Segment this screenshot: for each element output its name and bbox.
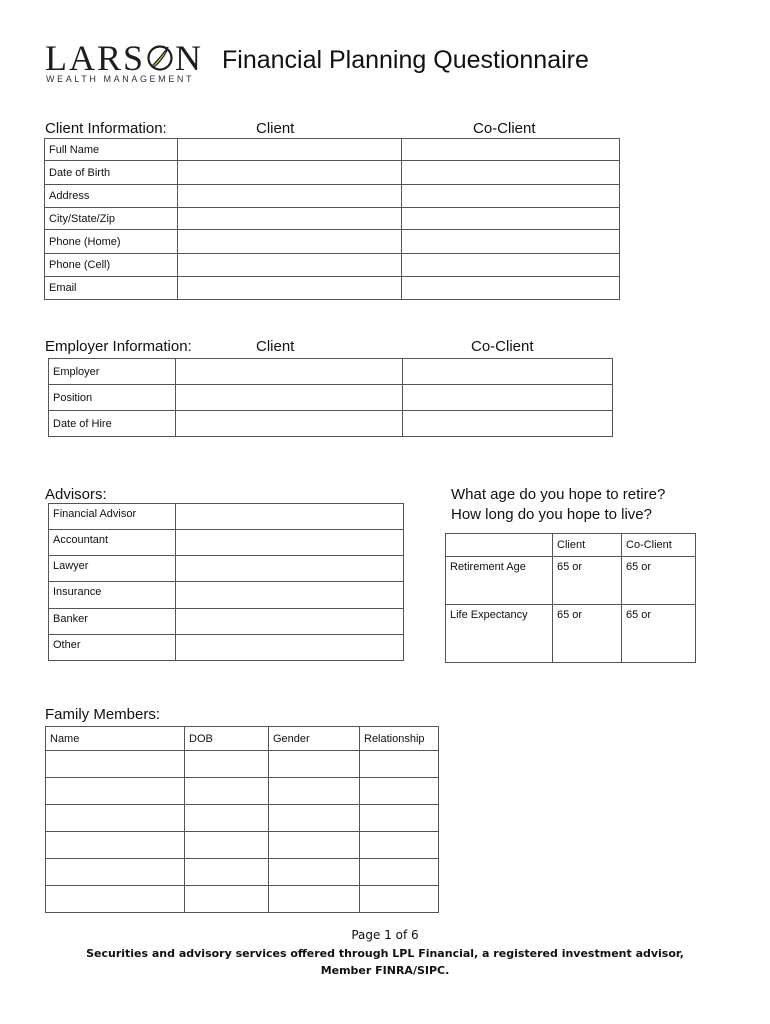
family-dob-field[interactable]: [185, 886, 269, 913]
advisor-field[interactable]: [176, 609, 404, 635]
client-info-col-coclient: Co-Client: [473, 120, 536, 137]
table-row: [46, 832, 439, 859]
logo-text-start: LARS: [45, 38, 146, 78]
table-row: [49, 609, 404, 635]
family-col-gender: Gender: [269, 727, 360, 751]
family-dob-field[interactable]: [185, 751, 269, 778]
family-name-field[interactable]: [46, 832, 185, 859]
table-row: [49, 582, 404, 609]
coclient-field[interactable]: [402, 161, 620, 185]
table-row: [45, 230, 620, 254]
family-dob-field[interactable]: [185, 778, 269, 805]
advisor-field[interactable]: [176, 635, 404, 661]
advisor-label: Lawyer: [49, 556, 176, 582]
family-dob-field[interactable]: [185, 805, 269, 832]
family-gender-field[interactable]: [269, 886, 360, 913]
retirement-header-blank: [446, 534, 553, 557]
coclient-field[interactable]: [402, 185, 620, 208]
client-field[interactable]: [178, 139, 402, 161]
retirement-col-client: Client: [553, 534, 622, 557]
family-name-field[interactable]: [46, 886, 185, 913]
table-row: [49, 385, 613, 411]
life-expectancy-coclient-field[interactable]: 65 or: [622, 605, 696, 663]
client-field[interactable]: [178, 254, 402, 277]
advisor-label: Financial Advisor: [49, 504, 176, 530]
family-relationship-field[interactable]: [360, 832, 439, 859]
table-row: [49, 359, 613, 385]
coclient-field[interactable]: [403, 359, 613, 385]
family-col-dob: DOB: [185, 727, 269, 751]
table-row: [46, 805, 439, 832]
page-number: Page 1 of 6: [351, 928, 419, 942]
field-label: Phone (Home): [45, 230, 178, 254]
table-row: [46, 859, 439, 886]
client-field[interactable]: [178, 161, 402, 185]
advisors-label: Advisors:: [45, 486, 107, 503]
family-members-table: [45, 726, 439, 913]
family-relationship-field[interactable]: [360, 886, 439, 913]
retirement-age-coclient-field[interactable]: 65 or: [622, 557, 696, 605]
field-label: Employer: [49, 359, 176, 385]
table-row: [45, 185, 620, 208]
family-dob-field[interactable]: [185, 859, 269, 886]
family-gender-field[interactable]: [269, 805, 360, 832]
family-relationship-field[interactable]: [360, 751, 439, 778]
field-label: Address: [45, 185, 178, 208]
field-label: Phone (Cell): [45, 254, 178, 277]
employer-info-label: Employer Information:: [45, 338, 192, 355]
coclient-field[interactable]: [402, 230, 620, 254]
family-col-relationship: Relationship: [360, 727, 439, 751]
family-gender-field[interactable]: [269, 859, 360, 886]
advisor-field[interactable]: [176, 530, 404, 556]
table-row: [45, 277, 620, 300]
client-info-table: [44, 138, 620, 300]
employer-info-col-coclient: Co-Client: [471, 338, 534, 355]
advisor-label: Other: [49, 635, 176, 661]
advisor-label: Insurance: [49, 582, 176, 609]
table-row: [46, 727, 439, 751]
retirement-age-label: Retirement Age: [446, 557, 553, 605]
coclient-field[interactable]: [403, 411, 613, 437]
employer-info-table: [48, 358, 613, 437]
advisor-field[interactable]: [176, 504, 404, 530]
table-row: [49, 530, 404, 556]
table-row: [46, 886, 439, 913]
field-label: Full Name: [45, 139, 178, 161]
retirement-col-coclient: Co-Client: [622, 534, 696, 557]
table-row: [49, 556, 404, 582]
table-row: [49, 411, 613, 437]
table-row: [45, 161, 620, 185]
coclient-field[interactable]: [402, 208, 620, 230]
field-label: Position: [49, 385, 176, 411]
table-row: [446, 557, 696, 605]
family-gender-field[interactable]: [269, 751, 360, 778]
advisor-label: Banker: [49, 609, 176, 635]
client-field[interactable]: [178, 277, 402, 300]
coclient-field[interactable]: [402, 254, 620, 277]
coclient-field[interactable]: [403, 385, 613, 411]
family-members-label: Family Members:: [45, 706, 161, 723]
logo-o-leaf-icon: [146, 44, 174, 72]
company-logo: [45, 40, 203, 76]
family-relationship-field[interactable]: [360, 778, 439, 805]
field-label: Date of Hire: [49, 411, 176, 437]
family-name-field[interactable]: [46, 805, 185, 832]
field-label: Date of Birth: [45, 161, 178, 185]
table-row: [446, 605, 696, 663]
family-gender-field[interactable]: [269, 832, 360, 859]
client-field[interactable]: [178, 208, 402, 230]
life-expectancy-client-field[interactable]: 65 or: [553, 605, 622, 663]
logo-text-end: N: [175, 38, 204, 78]
table-row: [49, 504, 404, 530]
client-field[interactable]: [176, 385, 403, 411]
footer-disclaimer: Securities and advisory services offered through LPL Financial, a registered investment advisor, Member FINRA/SIPC.: [86, 947, 684, 977]
client-info-col-client: Client: [256, 120, 295, 137]
client-field[interactable]: [176, 411, 403, 437]
advisors-table: [48, 503, 404, 661]
table-row: [46, 778, 439, 805]
client-field[interactable]: [178, 230, 402, 254]
family-name-field[interactable]: [46, 859, 185, 886]
advisor-label: Accountant: [49, 530, 176, 556]
logo-subtitle: WEALTH MANAGEMENT: [46, 74, 195, 84]
client-info-label: Client Information:: [45, 120, 167, 137]
document-title: Financial Planning Questionnaire: [222, 46, 589, 74]
table-row: [446, 534, 696, 557]
family-relationship-field[interactable]: [360, 805, 439, 832]
family-name-field[interactable]: [46, 751, 185, 778]
advisor-field[interactable]: [176, 582, 404, 609]
field-label: Email: [45, 277, 178, 300]
family-relationship-field[interactable]: [360, 859, 439, 886]
table-row: [49, 635, 404, 661]
life-expectancy-question: How long do you hope to live?: [451, 506, 652, 523]
retirement-table: [445, 533, 696, 663]
table-row: [45, 139, 620, 161]
retirement-age-client-field[interactable]: 65 or: [553, 557, 622, 605]
family-gender-field[interactable]: [269, 778, 360, 805]
life-expectancy-label: Life Expectancy: [446, 605, 553, 663]
family-name-field[interactable]: [46, 778, 185, 805]
coclient-field[interactable]: [402, 139, 620, 161]
employer-info-col-client: Client: [256, 338, 295, 355]
family-col-name: Name: [46, 727, 185, 751]
client-field[interactable]: [178, 185, 402, 208]
table-row: [45, 208, 620, 230]
table-row: [45, 254, 620, 277]
table-row: [46, 751, 439, 778]
retire-age-question: What age do you hope to retire?: [451, 486, 666, 503]
coclient-field[interactable]: [402, 277, 620, 300]
field-label: City/State/Zip: [45, 208, 178, 230]
client-field[interactable]: [176, 359, 403, 385]
family-dob-field[interactable]: [185, 832, 269, 859]
advisor-field[interactable]: [176, 556, 404, 582]
